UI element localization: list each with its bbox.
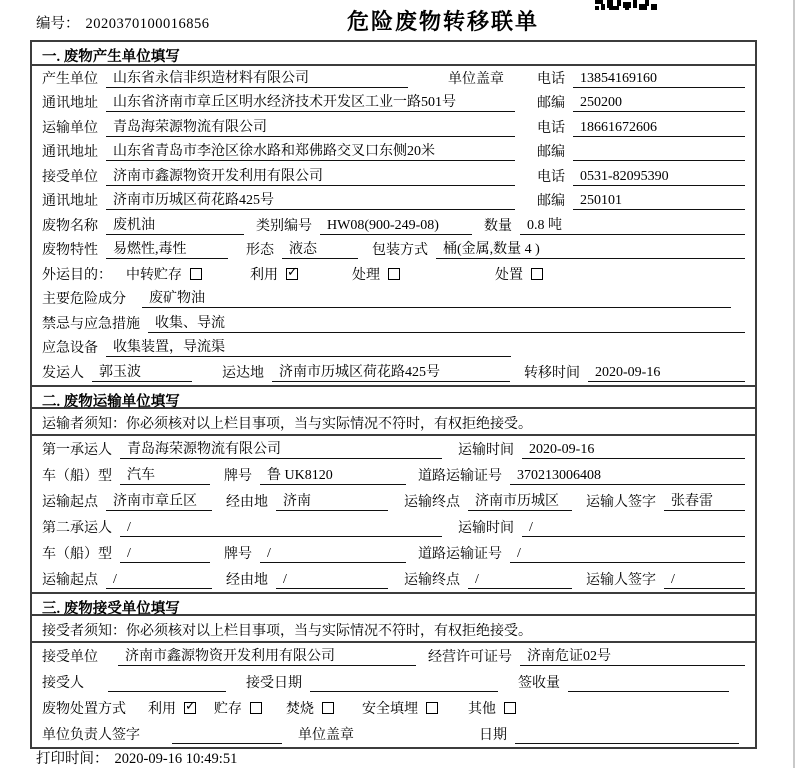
receiver-notice: 接受者须知：你必须核对以上栏目事项，当与实际情况不符时，有权拒绝接受。 (32, 616, 755, 643)
zip-label: 邮编 (537, 96, 565, 111)
produce-zip-value: 250200 (573, 95, 745, 112)
row-carrier1 (32, 436, 755, 462)
purpose-option-storage (126, 264, 202, 284)
via-label: 经由地 (226, 494, 268, 510)
purpose-option-treat (352, 264, 400, 284)
vehicle2-value: / (120, 546, 210, 563)
row-transport-unit (32, 115, 755, 140)
receive-date-value (310, 675, 498, 692)
zip-label: 邮编 (537, 145, 565, 160)
trait-value: 易燃性,毒性 (106, 238, 228, 259)
via1-value: 济南 (276, 490, 388, 511)
print-time (36, 747, 237, 768)
start1-value: 济南市章丘区 (106, 490, 212, 511)
produce-unit-label: 产生单位 (42, 71, 98, 87)
checkbox-disposal-store (250, 702, 262, 714)
row-produce-address (32, 91, 755, 116)
row-transport-purpose (32, 262, 755, 287)
form-number-value: 2020370100016856 (85, 16, 210, 32)
row-emergency-equipment (32, 336, 755, 361)
trait-label: 废物特性 (42, 243, 98, 258)
amount-label: 签收量 (518, 675, 560, 691)
form-number-label: 编号： (36, 16, 80, 32)
via-label: 经由地 (226, 572, 268, 588)
dest-value: 济南市历城区荷花路425号 (272, 361, 510, 382)
dest-label: 运达地 (222, 365, 264, 381)
transport-unit-value: 青岛海荣源物流有限公司 (106, 116, 515, 137)
license1-value: 370213006408 (510, 468, 745, 485)
row-waste-trait (32, 238, 755, 263)
option-label: 利用 (250, 267, 278, 283)
transfer-time-label: 转移时间 (524, 365, 580, 381)
receive-zip-value: 250101 (573, 193, 745, 210)
print-time-value: 2020-09-16 10:49:51 (114, 751, 238, 767)
row-waste-name (32, 213, 755, 238)
row-vehicle2 (32, 540, 755, 566)
purpose-option-utilize (250, 264, 298, 284)
transport-time1-value: 2020-09-16 (522, 442, 745, 459)
transport-time-label: 运输时间 (458, 442, 514, 458)
receive-address-value: 济南市历城区荷花路425号 (106, 189, 515, 210)
end1-value: 济南市历城区 (468, 490, 572, 511)
transport-time2-value: / (522, 520, 745, 537)
option-label: 焚烧 (286, 701, 314, 717)
purpose-label: 外运目的： (42, 267, 112, 283)
transporter-sign-label: 运输人签字 (586, 494, 656, 510)
qty-value: 0.8 吨 (520, 214, 745, 235)
carrier2-value: / (120, 520, 442, 537)
address-label: 通讯地址 (42, 96, 98, 111)
row-receiver-person (32, 669, 755, 695)
checkbox-disposal-other (504, 702, 516, 714)
transport-zip-value (573, 144, 745, 161)
road-license-label: 道路运输证号 (418, 468, 502, 484)
date-label: 日期 (479, 727, 507, 743)
head-sign-value (172, 727, 282, 744)
form-value: 液态 (282, 238, 358, 259)
amount-value (568, 675, 729, 692)
hazard-value: 废矿物油 (142, 287, 731, 308)
section1-title: 一. 废物产生单位填写 (32, 42, 755, 66)
vehicle-label: 车（船）型 (42, 546, 112, 562)
taboo-label: 禁忌与应急措施 (42, 316, 140, 332)
unit-seal-label: 单位盖章 (448, 71, 504, 87)
checkbox-disposal-landfill (426, 702, 438, 714)
waste-name-label: 废物名称 (42, 218, 98, 234)
address-label: 通讯地址 (42, 194, 98, 209)
via2-value: / (276, 572, 388, 589)
plate-label: 牌号 (224, 546, 252, 562)
road-license-label: 道路运输证号 (418, 546, 502, 562)
disposal-option-utilize (148, 698, 196, 718)
disposal-option-other (468, 698, 516, 718)
checkbox-treat (388, 268, 400, 280)
option-label: 利用 (148, 701, 176, 717)
category-value: HW08(900-249-08) (320, 218, 472, 235)
sender-value: 郭玉波 (92, 361, 192, 382)
page-title: 危险废物转移联单 (346, 9, 540, 34)
permit-value: 济南危证02号 (520, 645, 745, 666)
print-time-label: 打印时间： (36, 751, 109, 767)
receive-unit-label: 接受单位 (42, 169, 98, 185)
row-sender (32, 360, 755, 385)
transporter-notice: 运输者须知：你必须核对以上栏目事项，当与实际情况不符时，有权拒绝接受。 (32, 409, 755, 436)
receive-phone-value: 0531-82095390 (573, 169, 745, 186)
row-receive-address (32, 189, 755, 214)
plate1-value: 鲁 UK8120 (260, 464, 406, 485)
package-value: 桶(金属,数量 4 ) (436, 238, 745, 259)
section-producer (32, 42, 755, 385)
receive-unit-value: 济南市鑫源物资开发利用有限公司 (106, 165, 515, 186)
row-hazard-component (32, 287, 755, 312)
row-taboo-measures (32, 311, 755, 336)
receiver-label: 接受人 (42, 675, 84, 691)
option-label: 贮存 (214, 701, 242, 717)
phone-label: 电话 (537, 169, 565, 185)
disposal-label: 废物处置方式 (42, 701, 126, 717)
end-label: 运输终点 (404, 494, 460, 510)
transport-time-label: 运输时间 (458, 520, 514, 536)
address-label: 通讯地址 (42, 145, 98, 160)
disposal-option-incinerate (286, 698, 334, 718)
page-edge-strip (793, 0, 795, 768)
manifest-form (30, 40, 757, 749)
sign1-value: 张春雷 (664, 490, 745, 511)
unit-seal-label: 单位盖章 (298, 727, 354, 743)
transport-unit-label: 运输单位 (42, 120, 98, 136)
row-transport-address (32, 140, 755, 165)
checkbox-disposal-utilize (184, 702, 196, 714)
option-label: 处理 (352, 267, 380, 283)
row-disposal-method (32, 695, 755, 721)
carrier1-value: 青岛海荣源物流有限公司 (120, 438, 442, 459)
checkbox-storage (190, 268, 202, 280)
form-number (36, 12, 210, 33)
checkbox-dispose (531, 268, 543, 280)
row-head-signature (32, 721, 755, 747)
row-route2 (32, 566, 755, 592)
end-label: 运输终点 (404, 572, 460, 588)
section-receiver (32, 592, 755, 747)
plate-label: 牌号 (224, 468, 252, 484)
row-carrier2 (32, 514, 755, 540)
package-label: 包装方式 (372, 243, 428, 258)
disposal-option-store (214, 698, 262, 718)
row-produce-unit (32, 66, 755, 91)
produce-unit-value: 山东省永信非织造材料有限公司 (106, 67, 408, 88)
checkbox-disposal-incinerate (322, 702, 334, 714)
carrier2-label: 第二承运人 (42, 520, 112, 536)
produce-address-value: 山东省济南市章丘区明水经济技术开发区工业一路501号 (106, 91, 515, 112)
transport-address-value: 山东省青岛市李沧区徐水路和郑佛路交叉口东侧20米 (106, 140, 515, 161)
waste-name-value: 废机油 (106, 214, 244, 235)
qty-label: 数量 (484, 218, 512, 234)
row-route1 (32, 488, 755, 514)
phone-label: 电话 (537, 120, 565, 136)
receive-date-label: 接受日期 (246, 675, 302, 691)
section-transporter (32, 385, 755, 592)
start-label: 运输起点 (42, 572, 98, 588)
option-label: 处置 (495, 267, 523, 283)
equip-label: 应急设备 (42, 341, 98, 356)
phone-label: 电话 (537, 71, 565, 87)
carrier1-label: 第一承运人 (42, 442, 112, 458)
equip-value: 收集装置，导流渠 (106, 336, 511, 357)
category-label: 类别编号 (256, 218, 312, 234)
row-receive-unit (32, 164, 755, 189)
start-label: 运输起点 (42, 494, 98, 510)
transport-phone-value: 18661672606 (573, 120, 745, 137)
hazard-label: 主要危险成分 (42, 292, 126, 307)
transporter-sign-label: 运输人签字 (586, 572, 656, 588)
head-sign-label: 单位负责人签字 (42, 727, 140, 743)
vehicle1-value: 汽车 (120, 464, 210, 485)
checkbox-utilize (286, 268, 298, 280)
permit-label: 经营许可证号 (428, 649, 512, 665)
end2-value: / (468, 572, 572, 589)
purpose-option-dispose (495, 264, 543, 284)
produce-phone-value: 13854169160 (573, 71, 745, 88)
sender-label: 发运人 (42, 365, 84, 381)
license2-value: / (510, 546, 745, 563)
vehicle-label: 车（船）型 (42, 468, 112, 484)
zip-label: 邮编 (537, 194, 565, 209)
qr-code-fragment (595, 0, 657, 10)
start2-value: / (106, 572, 212, 589)
receiver-value (108, 675, 226, 692)
transfer-time-value: 2020-09-16 (588, 365, 745, 382)
row-receive-unit-s3 (32, 643, 755, 669)
section3-title: 三. 废物接受单位填写 (32, 592, 755, 616)
sign2-value: / (664, 572, 745, 589)
receive-unit-label: 接受单位 (42, 649, 98, 665)
form-label: 形态 (246, 243, 274, 258)
taboo-value: 收集、导流 (148, 312, 745, 333)
option-label: 中转贮存 (126, 267, 182, 283)
plate2-value: / (260, 546, 406, 563)
section2-title: 二. 废物运输单位填写 (32, 385, 755, 409)
disposal-option-landfill (362, 698, 438, 718)
receive-unit-s3-value: 济南市鑫源物资开发利用有限公司 (118, 645, 416, 666)
date-value (515, 727, 739, 744)
row-vehicle1 (32, 462, 755, 488)
option-label: 安全填埋 (362, 701, 418, 717)
option-label: 其他 (468, 701, 496, 717)
